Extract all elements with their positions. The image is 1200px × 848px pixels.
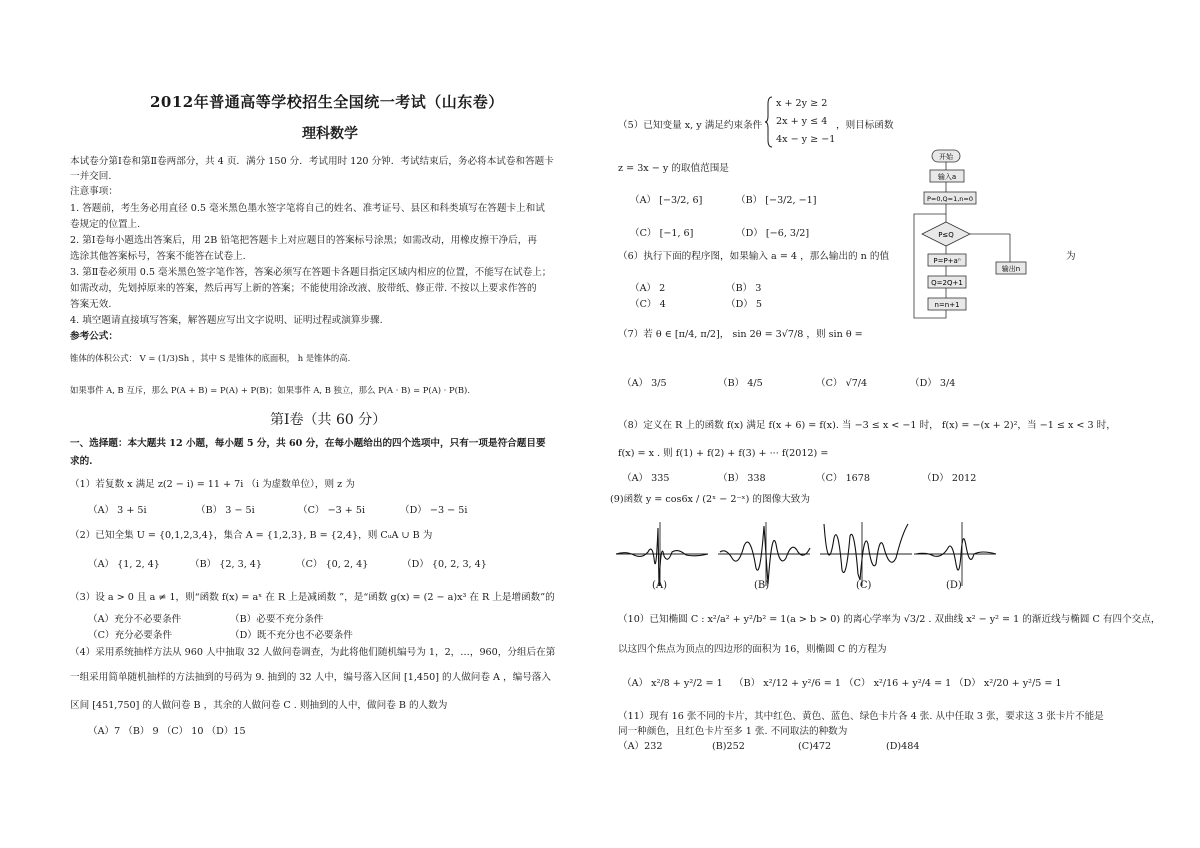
question-stem: （11）现有 16 张不同的卡片，其中红色、黄色、蓝色、绿色卡片各 4 张. 从中任取 3 张，要求这 3 张卡片不能是 xyxy=(618,711,1104,722)
option-d: （D）既不充分也不必要条件 xyxy=(230,630,353,641)
exam-title: 2012年普通高等学校招生全国统一考试（山东卷） xyxy=(150,93,504,111)
option-b: (B)252 xyxy=(712,741,745,752)
option-d: （D） 2012 xyxy=(922,473,977,484)
option-a: （A） 3 + 5i xyxy=(88,505,147,516)
notice-item: 3. 第Ⅱ卷必须用 0.5 毫米黑色签字笔作答，答案必须写在答题卡各题目指定区域内相应的位置，不能写在试卷上； xyxy=(70,267,552,278)
notice-title: 注意事项： xyxy=(70,186,118,197)
question-stem: 区间 [451,750] 的人做问卷 B ，其余的人做问卷 C . 则抽到的人中，做问卷 B 的人数为 xyxy=(70,700,448,711)
flow-start: 开始 xyxy=(939,153,953,161)
option-b: （B） x²/12 + y²/6 = 1 xyxy=(734,678,841,689)
option-a: （A） x²/8 + y²/2 = 1 xyxy=(622,678,723,689)
option-c: （C） 1678 xyxy=(816,473,870,484)
option-c: （C） −3 + 5i xyxy=(298,505,366,516)
option-a: （A） 2 xyxy=(630,283,666,294)
option-d: （D） x²/20 + y²/5 = 1 xyxy=(954,678,1062,689)
question-stem: （4）采用系统抽样方法从 960 人中抽取 32 人做问卷调查，为此将他们随机编号为 1，2，…，960，分组后在第 xyxy=(70,647,556,658)
flow-step2: Q=2Q+1 xyxy=(931,279,963,287)
notice-item: 选涂其他答案标号，答案不能答在试卷上. xyxy=(70,251,246,262)
question-stem-tail: 为 xyxy=(1066,251,1076,262)
notice-item: 如需改动，先划掉原来的答案，然后再写上新的答案；不能使用涂改液、胶带纸、修正带. 不按以上要求作答的 xyxy=(70,283,537,294)
option-c: （C） {0, 2, 4} xyxy=(296,559,369,570)
question-stem: （3）设 a > 0 且 a ≠ 1，则“函数 f(x) = aˣ 在 R 上是减函数 ”，是“函数 g(x) = (2 − a)x³ 在 R 上是增函数”的 xyxy=(70,592,555,603)
option-b: （B） {2, 3, 4} xyxy=(190,559,263,570)
intro-line: 一并交回. xyxy=(70,171,112,182)
formula-title: 参考公式： xyxy=(70,331,118,342)
question-stem: f(x) = x . 则 f(1) + f(2) + f(3) + ··· f(2012) = xyxy=(618,448,829,459)
constraint: x + 2y ≥ 2 xyxy=(776,98,828,109)
question-stem: （5）已知变量 x, y 满足约束条件 xyxy=(618,120,763,131)
notice-item: 卷规定的位置上. xyxy=(70,219,141,230)
question-stem: （6）执行下面的程序图，如果输入 a = 4 ，那么输出的 n 的值 xyxy=(618,251,890,262)
graph-c-label: (C) xyxy=(856,580,872,591)
flow-step3: n=n+1 xyxy=(934,301,960,309)
intro-line: 本试卷分第Ⅰ卷和第Ⅱ卷两部分，共 4 页．满分 150 分．考试用时 120 分钟．考试结束后，务必将本试卷和答题卡 xyxy=(70,156,554,167)
constraint: 4x − y ≥ −1 xyxy=(776,134,836,145)
option-b: （B） [−3/2, −1] xyxy=(736,195,817,206)
option-d: （D） 3/4 xyxy=(910,378,956,389)
question-stem: 同一种颜色，且红色卡片至多 1 张. 不同取法的种数为 xyxy=(618,726,848,737)
option-c: （C） [−1, 6] xyxy=(630,228,694,239)
question-stem: （2）已知全集 U = {0,1,2,3,4}，集合 A = {1,2,3}, B = {2,4}，则 CᵤA ∪ B 为 xyxy=(70,530,433,541)
formula-line: 如果事件 A, B 互斥，那么 P(A + B) = P(A) + P(B)；如果事件 A, B 独立，那么 P(A · B) = P(A) · P(B). xyxy=(70,385,470,395)
flow-input: 输入a xyxy=(937,173,957,181)
question-stem: （7）若 θ ∈ [π/4, π/2]， sin 2θ = 3√7/8 ，则 sin θ = xyxy=(618,329,863,340)
flow-step1: P=P+aⁿ xyxy=(933,257,961,265)
flowchart xyxy=(910,146,1048,332)
question-stem: （8）定义在 R 上的函数 f(x) 满足 f(x + 6) = f(x). 当 −3 ≤ x < −1 时， f(x) = −(x + 2)²，当 −1 ≤ x < 3 时， xyxy=(618,420,1116,431)
option-c: （C）充分必要条件 xyxy=(88,630,173,641)
option-d: （D） [−6, 3/2] xyxy=(736,228,810,239)
question-stem: (9)函数 y = cos6x / (2ˣ − 2⁻ˣ) 的图像大致为 xyxy=(610,494,810,505)
flow-output: 输出n xyxy=(1001,265,1021,273)
graph-b-label: (B) xyxy=(754,580,770,591)
option-b: （B） 4/5 xyxy=(718,378,763,389)
option-a: （A） 335 xyxy=(622,473,670,484)
option-c: （C） x²/16 + y²/4 = 1 xyxy=(844,678,952,689)
option-d: （D） {0, 2, 3, 4} xyxy=(402,559,487,570)
question-stem: （10）已知椭圆 C : x²/a² + y²/b² = 1(a > b > 0) 的离心学率为 √3/2 . 双曲线 x² − y² = 1 的渐近线与椭圆 C 有四个交点， xyxy=(618,614,1161,625)
option-b: （B） 3 − 5i xyxy=(196,505,255,516)
part1-instruction: 求的. xyxy=(70,456,93,467)
option-a: （A）232 xyxy=(618,741,663,752)
option-a: （A） 3/5 xyxy=(622,378,667,389)
flow-init: P=0,Q=1,n=0 xyxy=(926,195,974,203)
notice-item: 答案无效. xyxy=(70,299,112,310)
constraint: 2x + y ≤ 4 xyxy=(776,116,828,127)
graph-d-label: (D) xyxy=(946,580,962,591)
option-c: (C)472 xyxy=(798,741,832,752)
option-c: （C） √7/4 xyxy=(816,378,868,389)
option-b: （B） 338 xyxy=(718,473,766,484)
flow-cond: P≤Q xyxy=(938,231,954,239)
notice-item: 4. 填空题请直接填写答案，解答题应写出文字说明、证明过程或演算步骤. xyxy=(70,315,383,326)
option-d: （D） −3 − 5i xyxy=(400,505,468,516)
question-stem: 以这四个焦点为顶点的四边形的面积为 16，则椭圆 C 的方程为 xyxy=(618,644,887,655)
question-stem: ，则目标函数 xyxy=(836,120,894,131)
option-b: （B）必要不充分条件 xyxy=(230,614,324,625)
option-b: （B） 3 xyxy=(726,283,762,294)
question-stem: （1）若复数 x 满足 z(2 − i) = 11 + 7i （i 为虚数单位），则 z 为 xyxy=(70,479,355,490)
option-c: （C） 4 xyxy=(630,299,666,310)
part1-title: 第Ⅰ卷（共 60 分） xyxy=(270,412,387,428)
option-a: （A） {1, 2, 4} xyxy=(88,559,160,570)
option-a: （A）充分不必要条件 xyxy=(88,614,182,625)
question-stem: 一组采用简单随机抽样的方法抽到的号码为 9. 抽到的 32 人中，编号落入区间 [1,450] 的人做问卷 A ，编号落入 xyxy=(70,672,551,683)
question-stem: z = 3x − y 的取值范围是 xyxy=(618,163,729,174)
exam-subtitle: 理科数学 xyxy=(302,126,358,142)
notice-item: 2. 第Ⅰ卷每小题选出答案后，用 2B 铅笔把答题卡上对应题目的答案标号涂黑；如需改动，用橡皮擦干净后，再 xyxy=(70,235,537,246)
options-row: （A）7 （B） 9 （C） 10 （D）15 xyxy=(88,726,246,737)
option-d: （D） 5 xyxy=(726,299,763,310)
brace-icon xyxy=(765,96,773,148)
graph-a-label: (A) xyxy=(652,580,668,591)
flowchart-diagram xyxy=(910,146,1048,332)
notice-item: 1. 答题前，考生务必用直径 0.5 毫米黑色墨水签字笔将自己的姓名、准考证号、县区和科类填写在答题卡上和试 xyxy=(70,203,545,214)
option-a: （A） [−3/2, 6] xyxy=(630,195,703,206)
option-d: (D)484 xyxy=(886,741,920,752)
formula-line: 锥体的体积公式： V = (1/3)Sh ，其中 S 是锥体的底面积， h 是锥体的高. xyxy=(70,353,351,363)
part1-instruction: 一、选择题：本大题共 12 小题，每小题 5 分，共 60 分，在每小题给出的四个选项中，只有一项是符合题目要 xyxy=(70,438,546,449)
